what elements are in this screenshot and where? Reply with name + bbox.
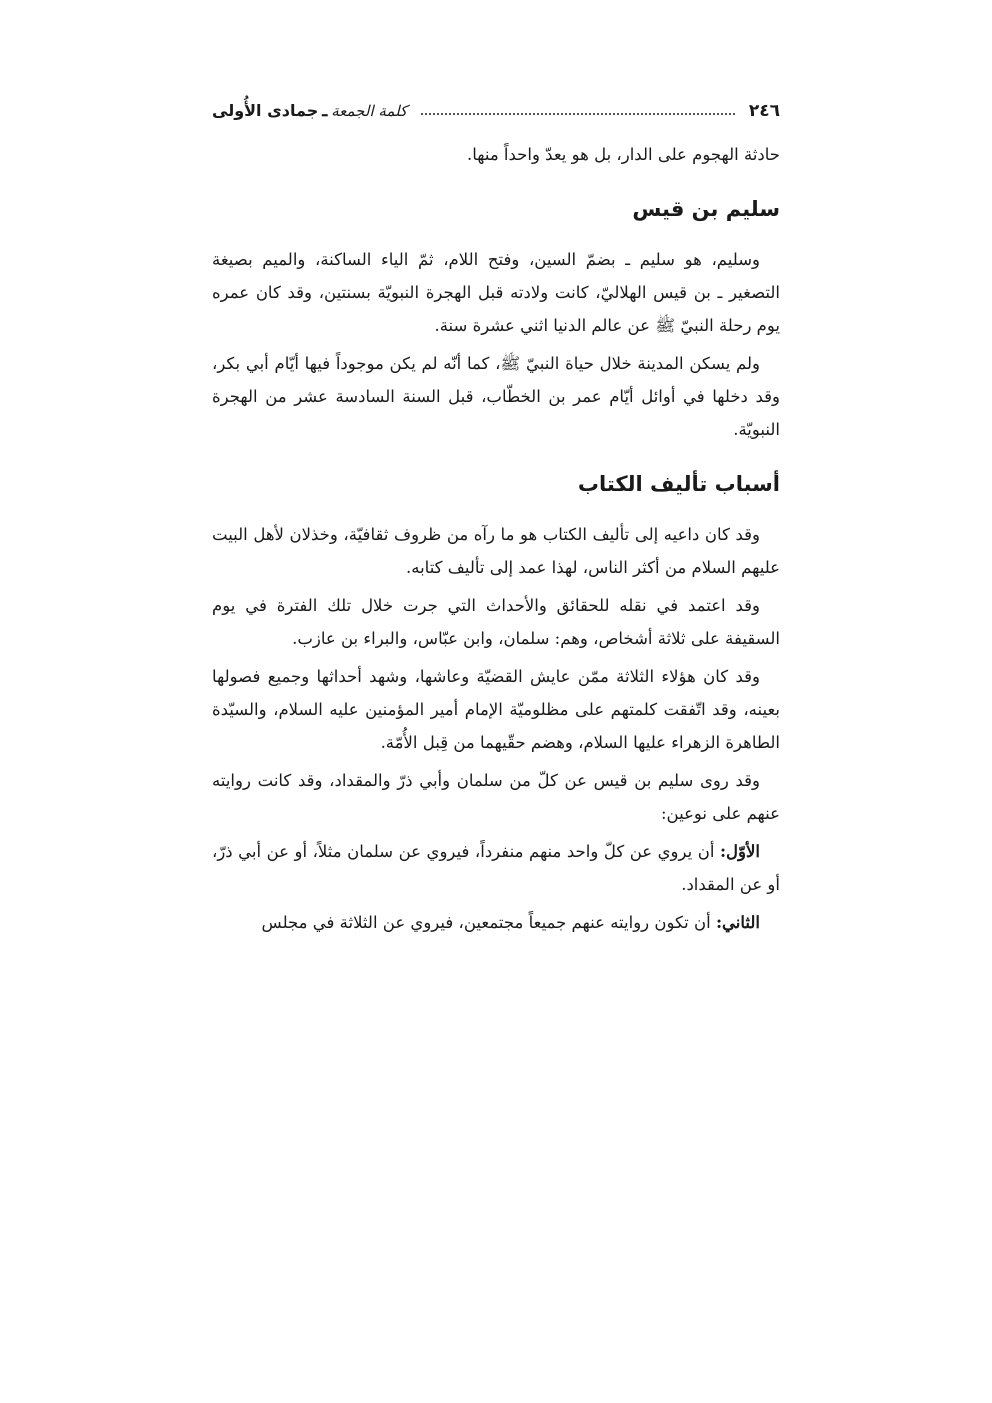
header-dotted-leader bbox=[421, 113, 735, 115]
header-separator: ـ bbox=[322, 101, 328, 121]
paragraph: وسليم، هو سليم ـ بضمّ السين، وفتح اللام، ثمّ الياء الساكنة، والميم بصيغة التصغير ـ بن قيس الهلاليّ، كانت ولادته قبل الهجرة النبويّة بسنتين، وقد كان عمره يوم رحلة النبيّ ﷺ عن عالم الدنيا اثني عشرة سنة. bbox=[212, 250, 780, 335]
running-header bbox=[212, 92, 780, 130]
paragraph: وقد كان هؤلاء الثلاثة ممّن عايش القضيّة وعاشها، وشهد أحداثها وجميع فصولها بعينه، وقد اتّفقت كلمتهم على مظلوميّة الإمام أمير المؤمنين عليه السلام، والسيّدة الطاهرة الزهراء عليها السلام، وهضم حقّيهما من قِبل الأُمّة. bbox=[212, 667, 780, 752]
page-number: ٢٤٦ bbox=[748, 101, 780, 121]
intro-paragraph: حادثة الهجوم على الدار، بل هو يعدّ واحداً منها. bbox=[466, 145, 780, 164]
paragraph: وقد روى سليم بن قيس عن كلّ من سلمان وأبي ذرّ والمقداد، وقد كانت روايته عنهم على نوعين: bbox=[212, 771, 780, 823]
narration-type-second bbox=[212, 906, 780, 939]
issue-month: جمادى الأُولى bbox=[212, 101, 319, 120]
narration-type-first bbox=[212, 835, 780, 901]
document-page bbox=[212, 92, 780, 944]
term-text: أن يروي عن كلّ واحد منهم منفرداً، فيروي عن سلمان مثلاً، أو عن أبي ذرّ، أو عن المقداد. bbox=[212, 842, 780, 894]
term-label: الأوّل: bbox=[719, 842, 760, 861]
header-title bbox=[212, 101, 407, 121]
section-title-sulaym: سليم بن قيس bbox=[632, 197, 780, 221]
publication-logo: كلمة الجمعة bbox=[331, 102, 408, 120]
paragraph: وقد كان داعيه إلى تأليف الكتاب هو ما رآه من ظروف ثقافيّة، وخذلان لأهل البيت عليهم السلام من أكثر الناس، لهذا عمد إلى تأليف كتابه. bbox=[212, 525, 780, 577]
paragraph: ولم يسكن المدينة خلال حياة النبيّ ﷺ، كما أنّه لم يكن موجوداً فيها أيّام أبي بكر، وقد دخلها في أوائل أيّام عمر بن الخطّاب، قبل السنة السادسة عشر من الهجرة النبويّة. bbox=[212, 354, 780, 439]
term-label: الثاني: bbox=[715, 913, 760, 932]
section-title-reasons: أسباب تأليف الكتاب bbox=[577, 472, 780, 496]
term-text: أن تكون روايته عنهم جميعاً مجتمعين، فيروي عن الثلاثة في مجلس bbox=[261, 913, 711, 932]
paragraph: وقد اعتمد في نقله للحقائق والأحداث التي جرت خلال تلك الفترة في يوم السقيفة على ثلاثة أشخاص، وهم: سلمان، وابن عبّاس، والبراء بن عازب. bbox=[212, 596, 780, 648]
